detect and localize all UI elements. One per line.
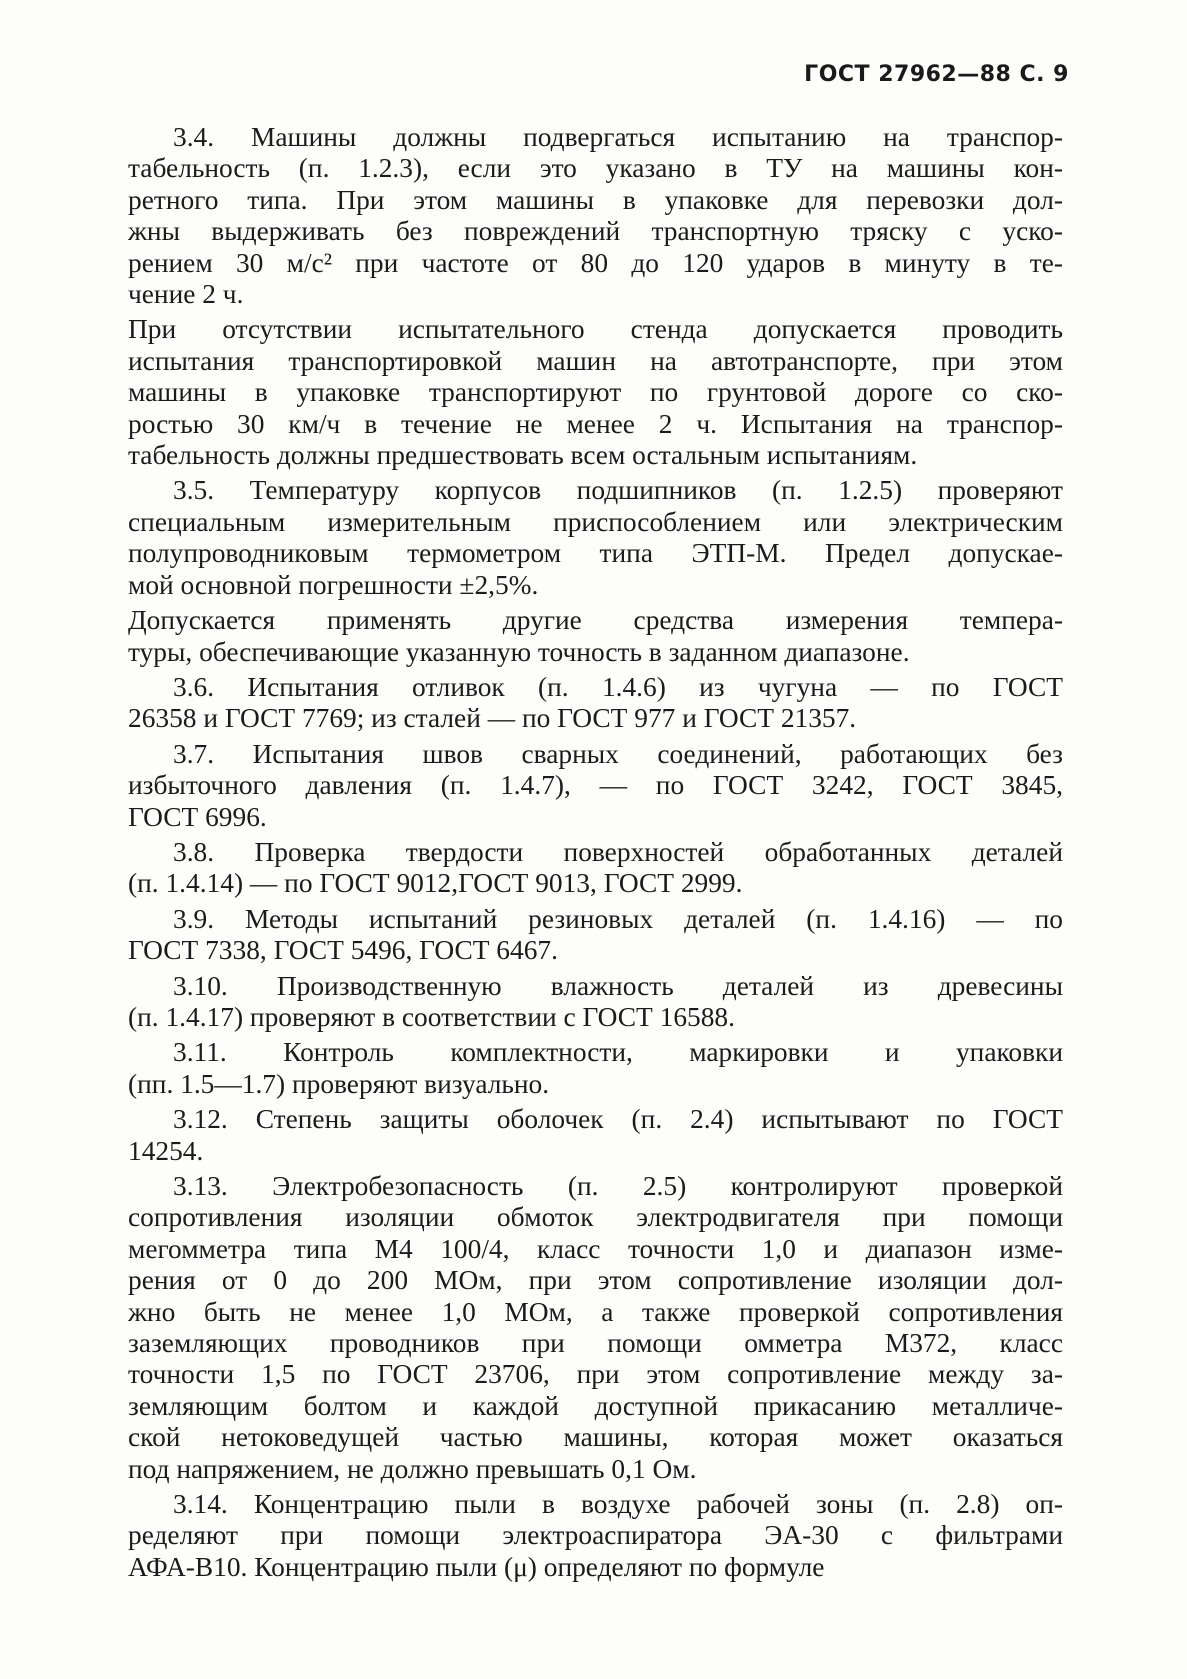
- text-line: испытания транспортировкой машин на автотранспорте, при этом: [128, 345, 1063, 376]
- paragraph: [128, 475, 1063, 601]
- text-line: 3.14. Концентрацию пыли в воздухе рабочей зоны (п. 2.8) оп-: [173, 1489, 1063, 1520]
- text-line: 26358 и ГОСТ 7769; из сталей — по ГОСТ 977 и ГОСТ 21357.: [128, 703, 857, 734]
- paragraph: [128, 1171, 1063, 1485]
- text-line: под напряжением, не должно превышать 0,1 Ом.: [128, 1453, 697, 1484]
- paragraph: [128, 672, 1063, 735]
- text-line: избыточного давления (п. 1.4.7), — по ГОСТ 3242, ГОСТ 3845,: [128, 770, 1063, 801]
- text-line: ГОСТ 6996.: [128, 801, 267, 832]
- text-line: ской нетоковедущей частью машины, которая может оказаться: [128, 1422, 1063, 1453]
- text-line: 3.9. Методы испытаний резиновых деталей (п. 1.4.16) — по: [173, 903, 1063, 934]
- paragraph: [128, 971, 1063, 1034]
- text-line: (пп. 1.5—1.7) проверяют визуально.: [128, 1068, 550, 1099]
- text-line: (п. 1.4.17) проверяют в соответствии с ГОСТ 16588.: [128, 1001, 735, 1032]
- paragraph: [128, 314, 1063, 471]
- text-line: мегомметра типа М4 100/4, класс точности 1,0 и диапазон изме-: [128, 1233, 1063, 1264]
- text-line: сопротивления изоляции обмоток электродвигателя при помощи: [128, 1202, 1063, 1233]
- text-line: чение 2 ч.: [128, 279, 244, 310]
- paragraph: [128, 122, 1063, 310]
- text-line: земляющим болтом и каждой доступной прикасанию металличе-: [128, 1390, 1063, 1421]
- text-line: специальным измерительным приспособлением или электрическим: [128, 506, 1063, 537]
- text-line: Допускается применять другие средства измерения темпера-: [128, 605, 1063, 636]
- text-line: ГОСТ 7338, ГОСТ 5496, ГОСТ 6467.: [128, 935, 558, 966]
- text-line: жны выдерживать без повреждений транспортную тряску с уско-: [128, 216, 1063, 247]
- text-line: жно быть не менее 1,0 МОм, а также проверкой сопротивления: [128, 1296, 1063, 1327]
- text-line: 3.12. Степень защиты оболочек (п. 2.4) испытывают по ГОСТ: [173, 1104, 1063, 1135]
- text-line: 3.13. Электробезопасность (п. 2.5) контролируют проверкой: [173, 1171, 1063, 1201]
- running-header: ГОСТ 27962—88 С. 9: [804, 62, 1069, 87]
- text-line: мой основной погрешности ±2,5%.: [128, 569, 539, 600]
- text-line: табельность (п. 1.2.3), если это указано в ТУ на машины кон-: [128, 153, 1063, 184]
- paragraph: [128, 837, 1063, 900]
- text-line: рения от 0 до 200 МОм, при этом сопротивление изоляции дол-: [128, 1265, 1063, 1296]
- text-line: полупроводниковым термометром типа ЭТП-М. Предел допускае-: [128, 538, 1063, 569]
- text-line: 3.6. Испытания отливок (п. 1.4.6) из чугуна — по ГОСТ: [173, 671, 1063, 702]
- paragraph: [128, 739, 1063, 833]
- text-line: заземляющих проводников при помощи омметра М372, класс: [128, 1328, 1063, 1359]
- text-line: ростью 30 км/ч в течение не менее 2 ч. Испытания на транспор-: [128, 408, 1063, 439]
- text-line: 3.10. Производственную влажность деталей из древесины: [173, 970, 1063, 1001]
- text-line: рением 30 м/с² при частоте от 80 до 120 ударов в минуту в те-: [128, 247, 1063, 278]
- text-line: 14254.: [128, 1135, 204, 1166]
- paragraph: [128, 1489, 1063, 1583]
- text-line: 3.7. Испытания швов сварных соединений, работающих без: [173, 738, 1063, 769]
- text-line: табельность должны предшествовать всем остальным испытаниям.: [128, 440, 918, 471]
- text-line: машины в упаковке транспортируют по грунтовой дороге со ско-: [128, 377, 1063, 408]
- text-line: 3.11. Контроль комплектности, маркировки и упаковки: [173, 1037, 1063, 1068]
- text-line: ределяют при помощи электроаспиратора ЭА-30 с фильтрами: [128, 1520, 1063, 1551]
- paragraph: [128, 605, 1063, 668]
- paragraph: [128, 1104, 1063, 1167]
- text-line: 3.4. Машины должны подвергаться испытанию на транспор-: [173, 122, 1063, 152]
- text-line: (п. 1.4.14) — по ГОСТ 9012,ГОСТ 9013, ГОСТ 2999.: [128, 868, 743, 899]
- text-line: точности 1,5 по ГОСТ 23706, при этом сопротивление между за-: [128, 1359, 1063, 1390]
- document-body: [128, 122, 1063, 1583]
- paragraph: [128, 904, 1063, 967]
- text-line: 3.5. Температуру корпусов подшипников (п. 1.2.5) проверяют: [173, 475, 1063, 506]
- text-line: туры, обеспечивающие указанную точность в заданном диапазоне.: [128, 636, 910, 667]
- text-line: ретного типа. При этом машины в упаковке для перевозки дол-: [128, 184, 1063, 215]
- text-line: При отсутствии испытательного стенда допускается проводить: [128, 314, 1063, 345]
- text-line: АФА-В10. Концентрацию пыли (μ) определяют по формуле: [128, 1551, 825, 1582]
- paragraph: [128, 1037, 1063, 1100]
- text-line: 3.8. Проверка твердости поверхностей обработанных деталей: [173, 836, 1063, 867]
